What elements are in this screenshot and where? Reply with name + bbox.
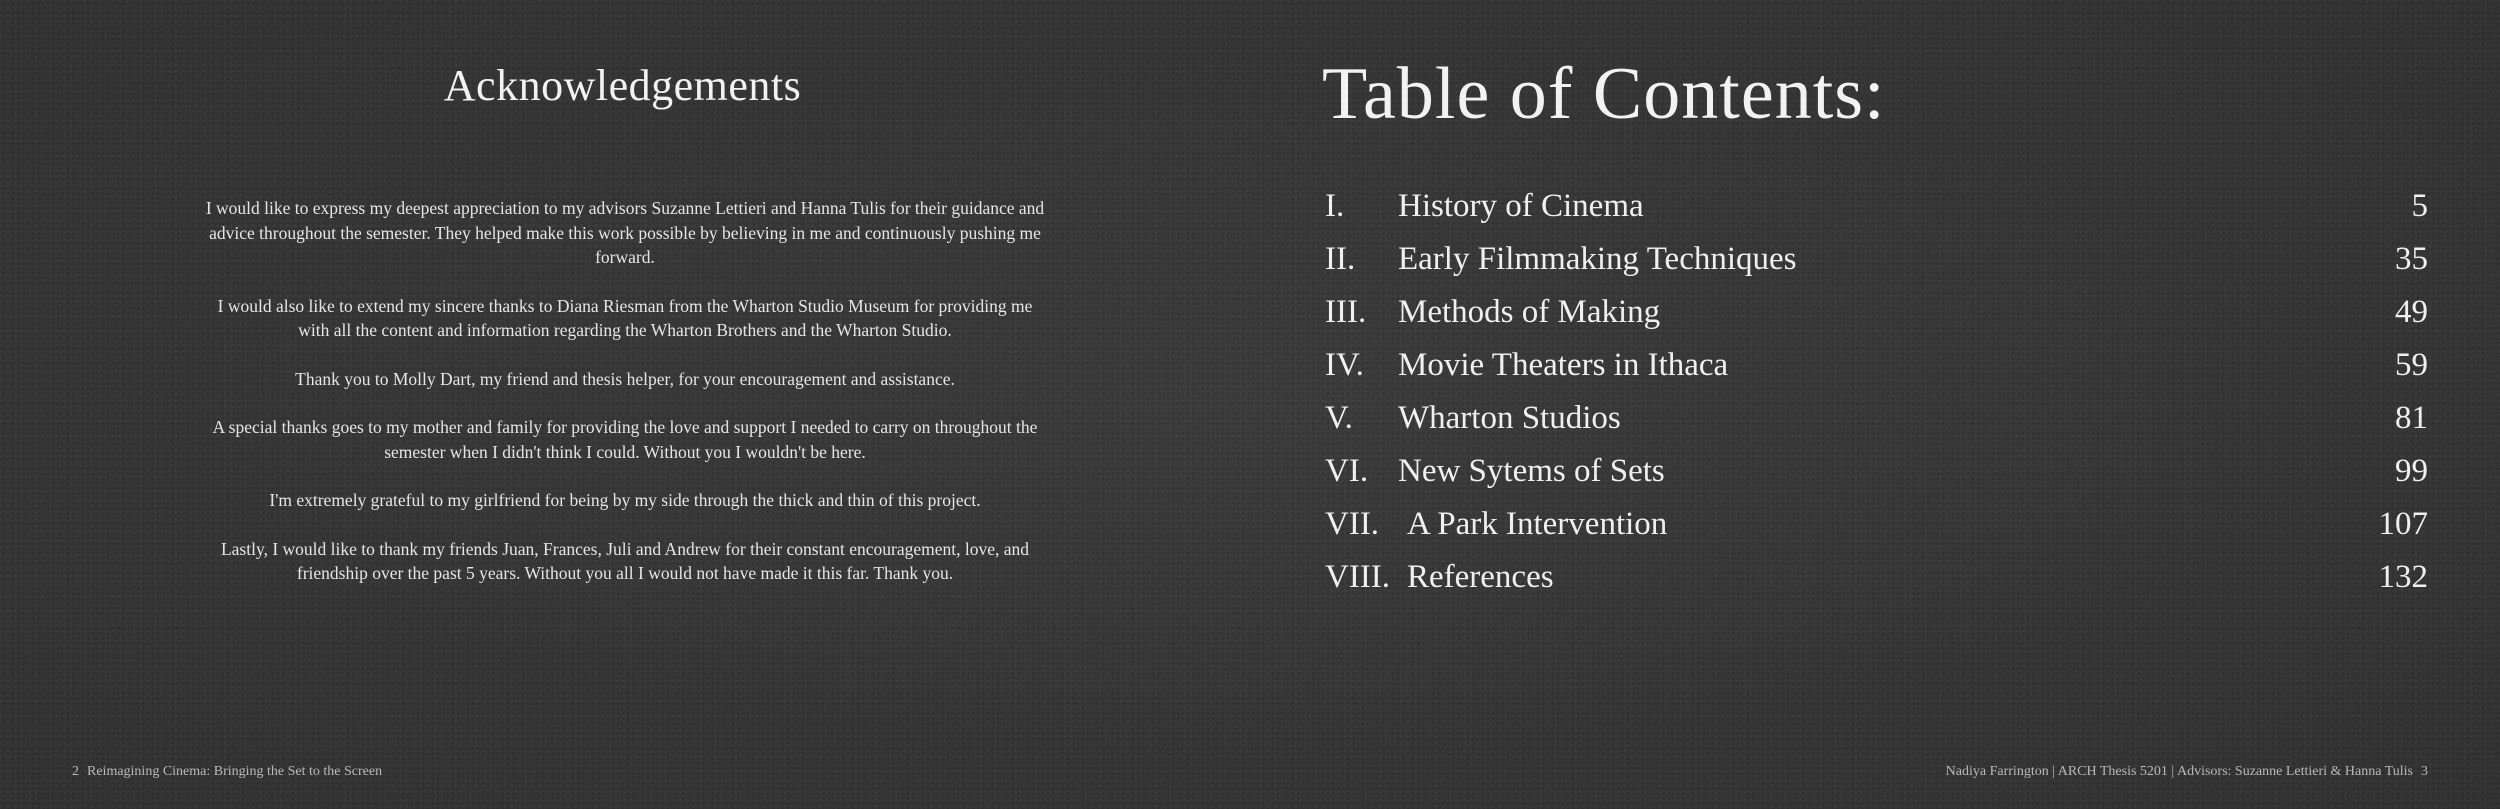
- toc-label: Early Filmmaking Techniques: [1398, 241, 1797, 277]
- toc-entry-a-park-intervention[interactable]: [1325, 498, 2428, 551]
- table-of-contents-list: [1325, 180, 2428, 604]
- left-footer-title: Reimagining Cinema: Bringing the Set to the Screen: [87, 764, 383, 779]
- table-of-contents-title: Table of Contents:: [1322, 53, 1886, 135]
- toc-entry-methods-of-making[interactable]: [1325, 286, 2428, 339]
- toc-page-number: 5: [2411, 188, 2428, 224]
- toc-numeral: V.: [1325, 400, 1353, 436]
- toc-numeral: I.: [1325, 188, 1345, 224]
- toc-numeral: VIII.: [1325, 559, 1391, 595]
- toc-entry-early-filmmaking-techniques[interactable]: [1325, 233, 2428, 286]
- toc-numeral: II.: [1325, 241, 1356, 277]
- toc-label: New Sytems of Sets: [1398, 453, 1665, 489]
- toc-page-number: 99: [2395, 453, 2428, 489]
- toc-page-number: 132: [2378, 559, 2428, 595]
- toc-numeral: VII.: [1325, 506, 1380, 542]
- toc-page-number: 49: [2395, 294, 2428, 330]
- right-footer-credits: Nadiya Farrington | ARCH Thesis 5201 | Advisors: Suzanne Lettieri & Hanna Tulis: [1945, 764, 2413, 779]
- right-page-footer: [1946, 764, 2428, 780]
- ack-paragraph: Thank you to Molly Dart, my friend and thesis helper, for your encouragement and assistance.: [295, 368, 955, 389]
- toc-label: Wharton Studios: [1398, 400, 1621, 436]
- ack-paragraph: I would also like to extend my sincere thanks to Diana Riesman from the Wharton Studio Museum for providing me with all the content and information regarding the Wharton Brothers and the Wharton Studio.: [217, 295, 1033, 340]
- toc-entry-history-of-cinema[interactable]: [1325, 180, 2428, 233]
- toc-page-number: 81: [2395, 400, 2428, 436]
- toc-label: History of Cinema: [1398, 188, 1644, 224]
- toc-numeral: III.: [1325, 294, 1367, 330]
- toc-entry-movie-theaters-in-ithaca[interactable]: [1325, 339, 2428, 392]
- toc-page-number: 59: [2395, 347, 2428, 383]
- toc-numeral: VI.: [1325, 453, 1369, 489]
- toc-page-number: 35: [2395, 241, 2428, 277]
- acknowledgements-title: Acknowledgements: [443, 61, 802, 110]
- right-page-number: 3: [2421, 764, 2428, 779]
- ack-paragraph: I would like to express my deepest appreciation to my advisors Suzanne Lettieri and Hanna Tulis for their guidance and advice throughout the semester. They helped make this work possible by believing in me and continuously pushing me forward.: [205, 198, 1045, 267]
- toc-entry-new-sytems-of-sets[interactable]: [1325, 445, 2428, 498]
- right-page: [1250, 0, 2500, 809]
- left-page-number: 2: [72, 764, 79, 779]
- acknowledgements-body: [205, 196, 1045, 610]
- toc-label: Movie Theaters in Ithaca: [1398, 347, 1729, 383]
- ack-paragraph: I'm extremely grateful to my girlfriend for being by my side through the thick and thin of this project.: [269, 490, 981, 510]
- toc-entry-references[interactable]: [1325, 551, 2428, 604]
- toc-label: A Park Intervention: [1407, 506, 1668, 542]
- toc-entry-wharton-studios[interactable]: [1325, 392, 2428, 445]
- toc-page-number: 107: [2378, 506, 2428, 542]
- left-page-footer: [72, 764, 382, 780]
- ack-paragraph: Lastly, I would like to thank my friends Juan, Frances, Juli and Andrew for their constant encouragement, love, and friendship over the past 5 years. Without you all I would not have made it this far. Thank you.: [220, 538, 1030, 583]
- toc-label: Methods of Making: [1398, 294, 1661, 330]
- toc-label: References: [1407, 559, 1554, 595]
- ack-paragraph: A special thanks goes to my mother and family for providing the love and support I needed to carry on throughout the semester when I didn't think I could. Without you I wouldn't be here.: [212, 417, 1038, 462]
- toc-numeral: IV.: [1325, 347, 1364, 383]
